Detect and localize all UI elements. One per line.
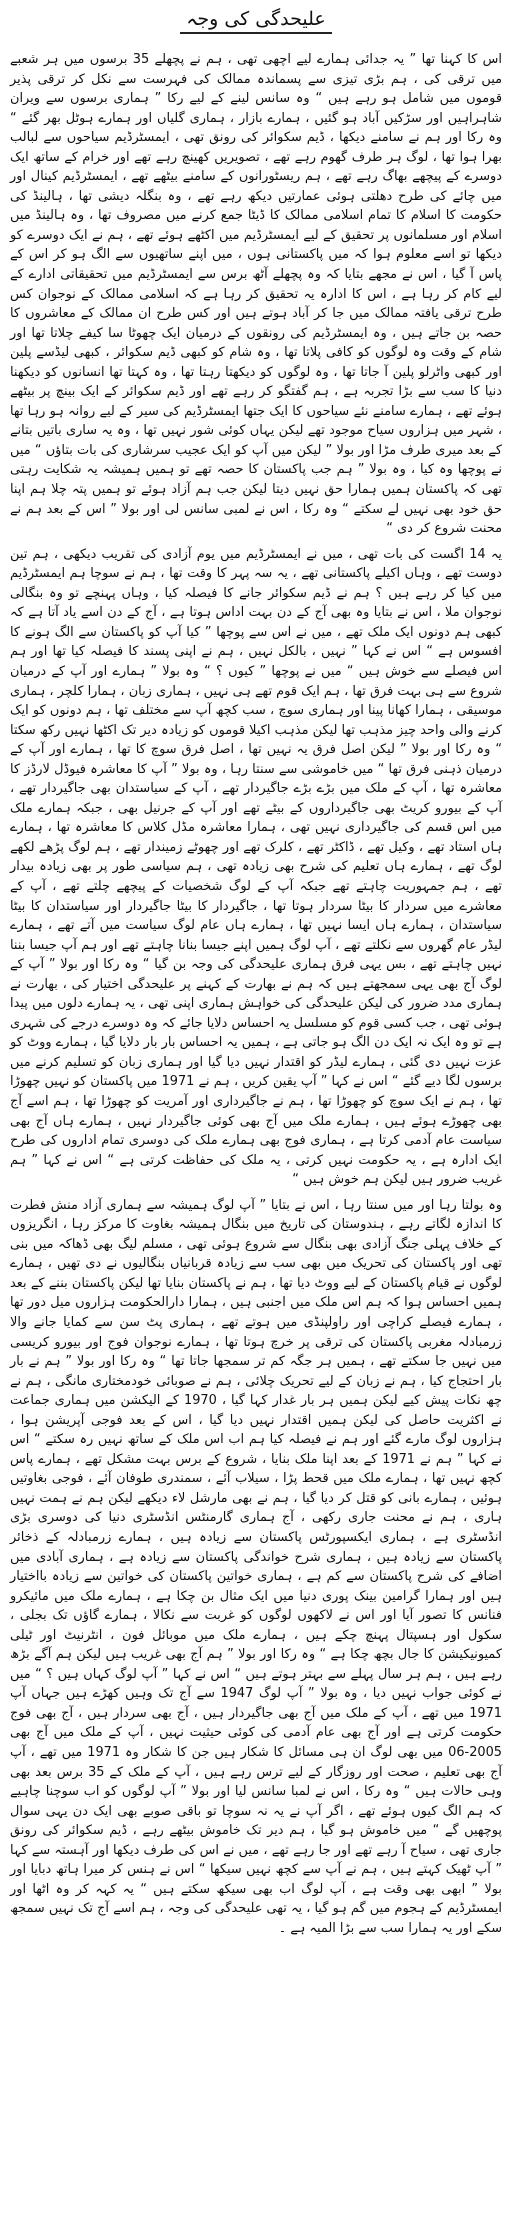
paragraph-1: اس کا کہنا تھا ” یہ جدائی ہمارے لیے اچھی تھی ، ہم نے پچھلے 35 برسوں میں ہر شعبے میں ترقی کی ، ہم بڑی تیزی سے پسماندہ ممالک کی فہرست سے نکل کر ترقی پذیر قوموں میں شامل ہو رہے ہیں “ وہ سانس لینے کے لیے رکا ” ہماری برسوں سے ویران شاہراہیں اور سڑکیں آباد ہو گئیں ، ہمارے بازار ، ہماری گلیاں اور ہمارے ہوٹل بھر گئے “ وہ رکا اور ہم نے سامنے دیکھا ، ڈیم سکوائر کی رونق تھی ، ایمسٹرڈیم سیاحوں سے لبالب بھرا ہوا تھا ، لوگ ہر طرف گھوم رہے تھے ، تصویریں کھینچ رہے تھے اور خرام کے ساتھ ایک دوسرے کے پیچھے بھاگ رہے تھے ، ہم ریسٹورانوں کے سامنے بیٹھے تھے ، ایمسٹرڈیم کینال اور میں چائے کی طرح دھلتی ہوئی عمارتیں دیکھ رہے تھے ، وہ بنگلہ دیشی تھا ، ہالینڈ کی حکومت کا اسلام کا تمام اسلامی ممالک کا ڈیٹا جمع کرنے میں مصروف تھا ، وہ ہالینڈ میں اسلام اور مسلمانوں پر تحقیق کے لیے ایمسٹرڈیم میں اکٹھے ہوئے تھے ، ہم نے ایک دوسرے کو دیکھا تو اسے معلوم ہوا کہ میں پاکستانی ہوں ، میں اپنے ساتھیوں سے الگ ہو کر اس کے پاس آ گیا ، اس نے مجھے بتایا کہ وہ پچھلے آٹھ برس سے ایمسٹرڈیم میں تحقیقاتی ادارے کے لیے کام کر رہا ہے ، اس کا ادارہ یہ تحقیق کر رہا ہے کہ اسلامی ممالک کے نوجوان کس طرح ترقی یافتہ ممالک میں جا کر آباد ہوتے ہیں اور کس طرح ان ممالک کے معاشروں کا حصہ بن جاتے ہیں ، وہ ایمسٹرڈیم کی رونقوں کے درمیان ایک چھوٹا سا کیفے چلاتا تھا اور شام کے وقت وہ لوگوں کو کافی پلاتا تھا ، وہ شام کو کبھی ڈیم سکوائر ، کبھی لیڈسے پلین اور کبھی واٹرلو پلین آ جاتا تھا ، وہ لوگوں کو دیکھتا رہتا تھا ، وہ کہتا تھا انسانوں کو دیکھنا دنیا کا سب سے بڑا تجربہ ہے ، ہم گفتگو کر رہے تھے اور ڈیم سکوائر کے ایک بینچ پر بیٹھے ہوئے تھے ، ہمارے سامنے نئے سیاحوں کا ایک جتھا ایمسٹرڈیم کی سیر کے لیے روانہ ہو رہا تھا ، شہر میں ہزاروں سیاح موجود تھے لیکن یہاں کوئی شور نہیں تھا ، وہ یہ ساری باتیں بتانے کے بعد میری طرف مڑا اور بولا ” لیکن میں آپ کو ایک عجیب سرشاری کی بات بتاؤں “ میں نے پوچھا وہ کیا ، وہ بولا ” ہم جب پاکستان کا حصہ تھے تو ہمیں ہمیشہ یہ شکایت رہتی تھی کہ پاکستان ہمیں ہمارا حق نہیں دیتا لیکن جب ہم آزاد ہوئے تو ہمیں پتہ چلا ہم اپنا حق خود بھی نہیں لے سکتے “ وہ رکا ، اس نے لمبی سانس لی اور بولا ” اس کے بعد ہم نے محنت شروع کر دی “ bbox=[10, 52, 502, 537]
paragraph-3: وہ بولتا رہا اور میں سنتا رہا ، اس نے بتایا ” آپ لوگ ہمیشہ سے ہماری آزاد منش فطرت کا اندازہ لگاتے رہے ، ہندوستان کی تاریخ میں بنگال ہمیشہ بغاوت کا مرکز رہا ، انگریزوں کے خلاف پہلی جنگ آزادی بھی بنگال سے شروع ہوئی تھی ، مسلم لیگ بھی ڈھاکہ میں بنی تھی اور پاکستان کی تحریک میں بھی سب سے زیادہ قربانیاں بنگالیوں نے دی تھیں ، ہمارے لوگوں نے قیام پاکستان کے لیے ووٹ دیا تھا ، ہم نے پاکستان بنایا تھا لیکن پاکستان بننے کے بعد ہمیں احساس ہوا کہ ہم اس ملک میں اجنبی ہیں ، ہمارا دارالحکومت ہزاروں میل دور تھا ، ہمارے فیصلے کراچی اور راولپنڈی میں ہوتے تھے ، ہماری پٹ سن سے کمایا جانے والا زرمبادلہ مغربی پاکستان کی ترقی پر خرچ ہوتا تھا ، ہمارے نوجوان فوج اور بیورو کریسی میں نہیں جا سکتے تھے ، ہمیں ہر جگہ کم تر سمجھا جاتا تھا “ وہ رکا اور بولا ” ہم نے بار بار احتجاج کیا ، ہم نے زبان کے لیے تحریک چلائی ، ہم نے صوبائی خودمختاری مانگی ، ہم نے چھ نکات پیش کیے لیکن ہمیں ہر بار غدار کہا گیا ، 1970 کے الیکشن میں ہماری جماعت نے اکثریت حاصل کی لیکن ہمیں اقتدار نہیں دیا گیا ، اس کے بعد فوجی آپریشن ہوا ، ہزاروں لوگ مارے گئے اور ہم نے فیصلہ کیا ہم اب اس ملک کے ساتھ نہیں رہ سکتے “ اس نے کہا ” ہم نے 1971 کے بعد اپنا ملک بنایا ، شروع کے برس بہت مشکل تھے ، ہمارے پاس کچھ نہیں تھا ، ہمارے ملک میں قحط پڑا ، سیلاب آئے ، سمندری طوفان آئے ، فوجی بغاوتیں ہوئیں ، ہمارے بانی کو قتل کر دیا گیا ، ہم نے بھی مارشل لاء دیکھے لیکن ہم نے ہمت نہیں ہاری ، ہم نے محنت جاری رکھی ، آج ہماری گارمنٹس انڈسٹری دنیا کی دوسری بڑی انڈسٹری ہے ، ہماری ایکسپورٹس پاکستان سے زیادہ ہیں ، ہمارے زرمبادلہ کے ذخائر پاکستان سے زیادہ ہیں ، ہماری شرح خواندگی پاکستان سے زیادہ ہے ، ہماری آبادی میں اضافے کی شرح پاکستان سے کم ہے ، ہماری خواتین پاکستان کی خواتین سے زیادہ بااختیار ہیں اور ہمارا گرامین بینک پوری دنیا میں ایک مثال بن چکا ہے ، ہمارے ملک میں مائیکرو فنانس کا تصور آیا اور اس نے لاکھوں لوگوں کو غربت سے نکالا ، ہمارے گاؤں تک بجلی ، سکول اور ہسپتال پہنچ چکے ہیں ، ہمارے ملک میں موبائل فون ، انٹرنیٹ اور ٹیلی کمیونیکیشن کا جال بچھ چکا ہے “ وہ رکا اور بولا ” ہم آج بھی غریب ہیں لیکن ہم آگے بڑھ رہے ہیں ، ہم ہر سال پہلے سے بہتر ہوتے ہیں “ اس نے کہا ” آپ لوگ کہاں ہیں ؟ “ میں نے کوئی جواب نہیں دیا ، وہ بولا ” آپ لوگ 1947 سے آج تک وہیں کھڑے ہیں جہاں آپ 1971 میں تھے ، آپ کے ملک میں آج بھی جاگیردار ہیں ، آج بھی سردار ہیں ، آج بھی فوج حکومت کرتی ہے اور آج بھی عام آدمی کی کوئی حیثیت نہیں ، آپ کے ملک میں آج بھی 2005-06 میں بھی لوگ ان ہی مسائل کا شکار ہیں جن کا شکار وہ 1971 میں تھے ، آپ آج بھی تعلیم ، صحت اور روزگار کے لیے ترس رہے ہیں ، آپ کے ملک کے 35 برس بعد بھی وہی حالات ہیں “ وہ رکا ، اس نے لمبا سانس لیا اور بولا ” آپ لوگوں کو اب سوچنا چاہیے کہ ہم الگ کیوں ہوئے تھے ، اگر آپ نے یہ نہ سوچا تو باقی صوبے بھی ایک دن یہی سوال پوچھیں گے “ میں خاموش ہو گیا ، ہم دیر تک خاموش بیٹھے رہے ، ڈیم سکوائر کی رونق جاری تھی ، سیاح آ رہے تھے اور جا رہے تھے ، میں نے اس کی طرف دیکھا اور آہستہ سے کہا ” آپ ٹھیک کہتے ہیں ، ہم نے آپ سے کچھ نہیں سیکھا “ اس نے ہنس کر میرا ہاتھ دبایا اور بولا ” ابھی بھی وقت ہے ، آپ لوگ اب بھی سیکھ سکتے ہیں “ یہ کہہ کر وہ اٹھا اور ایمسٹرڈیم کے ہجوم میں گم ہو گیا ، یہ تھی علیحدگی کی وجہ ، ہم اسے آج تک نہیں سمجھ سکے اور یہ ہمارا سب سے بڑا المیہ ہے ۔ bbox=[10, 1197, 503, 1936]
title-wrap bbox=[10, 6, 502, 50]
article-body bbox=[10, 50, 502, 1939]
paragraph-2: یہ 14 اگست کی بات تھی ، میں نے ایمسٹرڈیم میں یوم آزادی کی تقریب دیکھی ، ہم تین دوست تھے ، وہاں اکیلے پاکستانی تھے ، یہ سہ پہر کا وقت تھا ، ہم نے سوچا ہم ایمسٹرڈیم میں کیا کر رہے ہیں ؟ ہم نے ڈیم سکوائر جانے کا فیصلہ کیا ، وہاں پہنچے تو وہ بنگالی نوجوان ملا ، اس نے بتایا وہ بھی آج کے دن بہت اداس ہوتا ہے ، آج کے دن اسے یاد آتا ہے کہ کبھی ہم دونوں ایک ملک تھے ، میں نے اس سے پوچھا ” کیا آپ کو پاکستان سے الگ ہونے کا افسوس ہے “ اس نے کہا ” نہیں ، بالکل نہیں ، ہم نے اپنی پسند کا فیصلہ کیا تھا اور ہم اس فیصلے سے خوش ہیں “ میں نے پوچھا ” کیوں ؟ “ وہ بولا ” ہمارے اور آپ کے درمیان شروع سے ہی بہت فرق تھا ، ہم ایک قوم تھے ہی نہیں ، ہماری زبان ، ہمارا کلچر ، ہماری موسیقی ، ہمارا کھانا پینا اور ہماری سوچ ، سب کچھ آپ سے مختلف تھا ، ہم دونوں کو ایک کرنے والی واحد چیز مذہب تھا لیکن مذہب اکیلا قوموں کو زیادہ دیر تک اکٹھا نہیں رکھ سکتا “ وہ رکا اور بولا ” لیکن اصل فرق یہ نہیں تھا ، اصل فرق سوچ کا تھا ، ہمارے اور آپ کے درمیان ذہنی فرق تھا “ میں خاموشی سے سنتا رہا ، وہ بولا ” آپ کا معاشرہ فیوڈل لارڈز کا معاشرہ تھا ، آپ کے ملک میں بڑے بڑے جاگیردار تھے ، آپ کے سیاستدان بھی جاگیردار تھے ، آپ کے بیورو کریٹ بھی جاگیرداروں کے بیٹے تھے اور آپ کے جرنیل بھی ، جبکہ ہمارے ملک میں اس قسم کی جاگیرداری نہیں تھی ، ہمارا معاشرہ مڈل کلاس کا معاشرہ تھا ، ہمارے ہاں استاد تھے ، وکیل تھے ، ڈاکٹر تھے ، کلرک تھے اور چھوٹے زمیندار تھے ، ہم لوگ پڑھے لکھے لوگ تھے ، ہمارے ہاں تعلیم کی شرح بھی زیادہ تھی ، ہم سیاسی طور پر بھی زیادہ بیدار تھے ، ہم جمہوریت چاہتے تھے جبکہ آپ کے لوگ شخصیات کے پیچھے چلتے تھے ، آپ کے معاشرے میں سردار کا بیٹا سردار ہوتا تھا ، جاگیردار کا بیٹا جاگیردار اور سیاستدان کا بیٹا سیاستدان ، ہمارے ہاں ایسا نہیں تھا ، ہمارے ہاں عام لوگ سیاست میں آتے تھے ، ہمارے لیڈر عام گھروں سے نکلتے تھے ، آپ لوگ ہمیں اپنے جیسا بنانا چاہتے تھے اور ہم آپ جیسا بننا نہیں چاہتے تھے ، بس یہی فرق ہماری علیحدگی کی وجہ بن گیا “ وہ رکا اور بولا ” آپ کے لوگ آج بھی یہی سمجھتے ہیں کہ ہم نے بھارت کے کہنے پر علیحدگی اختیار کی ، بھارت نے ہماری مدد ضرور کی لیکن علیحدگی کی خواہش ہماری اپنی تھی ، یہ ہمارے دلوں میں پیدا ہوئی تھی ، جب کسی قوم کو مسلسل یہ احساس دلایا جائے کہ وہ دوسرے درجے کی شہری ہے تو وہ ایک نہ ایک دن الگ ہو جاتی ہے ، ہمیں یہ احساس بار بار دلایا گیا ، ہمارے ووٹ کو عزت نہیں دی گئی ، ہمارے لیڈر کو اقتدار نہیں دیا گیا اور ہماری زبان کو تسلیم کرنے میں برسوں لگا دیے گئے “ اس نے کہا ” آپ یقین کریں ، ہم نے 1971 میں پاکستان کو نہیں چھوڑا تھا ، ہم نے ایک سوچ کو چھوڑا تھا ، ہم نے جاگیرداری اور آمریت کو چھوڑا تھا ، ہم اسے آج بھی چھوڑے ہوئے ہیں ، ہمارے ملک میں آج بھی کوئی جاگیردار نہیں ، ہمارے ہاں آج بھی سیاست عام آدمی کرتا ہے ، ہماری فوج بھی ہمارے ملک کی دوسری تمام اداروں کی طرح ایک ادارہ ہے ، یہ حکومت نہیں کرتی ، یہ ملک کی حفاظت کرتی ہے “ اس نے کہا ” ہم غریب ضرور ہیں لیکن ہم خوش ہیں “ bbox=[10, 546, 503, 1188]
article-title: علیحدگی کی وجہ bbox=[180, 6, 332, 34]
